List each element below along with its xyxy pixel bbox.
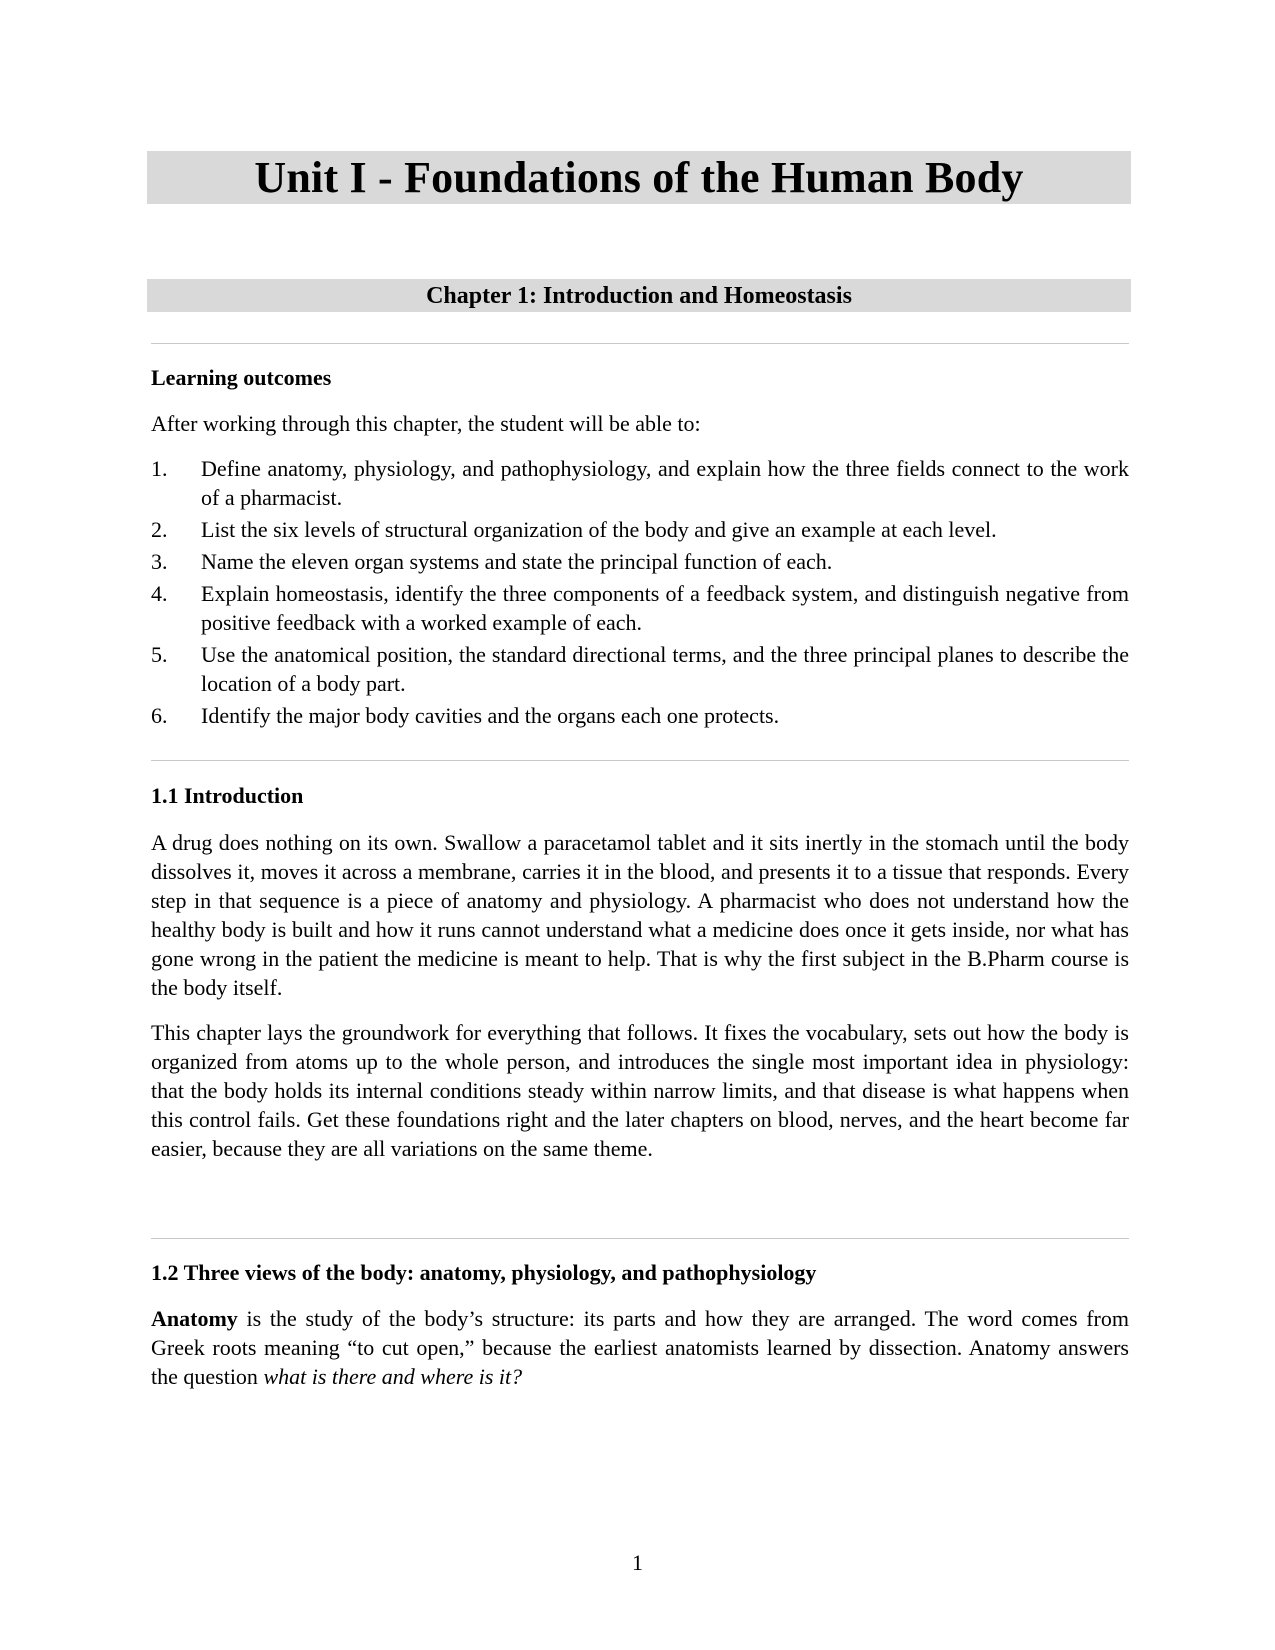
list-item-number: 3. — [151, 549, 168, 574]
section-introduction — [151, 781, 1129, 1163]
section-three-views — [151, 1258, 1129, 1391]
learning-outcomes-section — [151, 363, 1129, 733]
paragraph — [151, 1304, 1129, 1391]
list-item-number: 6. — [151, 703, 168, 728]
list-item-text: Name the eleven organ systems and state the principal function of each. — [201, 549, 833, 574]
section-heading: 1.2 Three views of the body: anatomy, physiology, and pathophysiology — [151, 1260, 817, 1285]
chapter-title: Chapter 1: Introduction and Homeostasis — [147, 279, 1131, 312]
list-item — [151, 701, 1129, 730]
list-item-number: 4. — [151, 581, 168, 606]
guiding-question: what is there and where is it? — [263, 1364, 523, 1389]
list-item — [151, 547, 1129, 576]
list-item-text: Explain homeostasis, identify the three components of a feedback system, and distinguish negative from positive feedback with a worked example of each. — [201, 581, 1129, 635]
list-item — [151, 640, 1129, 698]
section-divider — [151, 1238, 1129, 1239]
paragraph: A drug does nothing on its own. Swallow a paracetamol tablet and it sits inertly in the stomach until the body dissolves it, moves it across a membrane, carries it in the blood, and presents it to a tissue that responds. Every step in that sequence is a piece of anatomy and physiology. A pharmacist who does not understand how the healthy body is built and how it runs cannot understand what a medicine does once it gets inside, nor what has gone wrong in the patient the medicine is meant to help. That is why the first subject in the B.Pharm course is the body itself. — [151, 830, 1129, 1000]
section-heading: 1.1 Introduction — [151, 783, 304, 808]
list-item-text: Identify the major body cavities and the organs each one protects. — [201, 703, 780, 728]
list-item-text: Define anatomy, physiology, and pathophysiology, and explain how the three fields connect to the work of a pharmacist. — [201, 456, 1129, 510]
page-number: 1 — [632, 1550, 643, 1575]
unit-title: Unit I - Foundations of the Human Body — [147, 151, 1131, 204]
section-divider — [151, 343, 1129, 344]
paragraph: This chapter lays the groundwork for everything that follows. It fixes the vocabulary, sets out how the body is organized from atoms up to the whole person, and introduces the single most important idea in physiology: that the body holds its internal conditions steady within narrow limits, and that disease is what happens when this control fails. Get these foundations right and the later chapters on blood, nerves, and the heart become far easier, because they are all variations on the same theme. — [151, 1020, 1129, 1161]
learning-outcomes-intro: After working through this chapter, the student will be able to: — [151, 411, 701, 436]
list-item-text: List the six levels of structural organization of the body and give an example at each level. — [201, 517, 997, 542]
list-item-number: 5. — [151, 642, 168, 667]
learning-outcomes-heading: Learning outcomes — [151, 365, 332, 390]
list-item — [151, 515, 1129, 544]
list-item-number: 2. — [151, 517, 168, 542]
key-term: Anatomy — [151, 1306, 238, 1331]
section-divider — [151, 760, 1129, 761]
learning-outcomes-list — [151, 454, 1129, 730]
list-item — [151, 454, 1129, 512]
list-item — [151, 579, 1129, 637]
paragraph-text: is the study of the body’s structure: its parts and how they are arranged. The word comes from Greek roots meaning “to cut open,” because the earliest anatomists learned by dissection. Anatomy answers the question — [151, 1306, 1129, 1389]
list-item-text: Use the anatomical position, the standard directional terms, and the three principal planes to describe the location of a body part. — [201, 642, 1129, 696]
list-item-number: 1. — [151, 456, 168, 481]
